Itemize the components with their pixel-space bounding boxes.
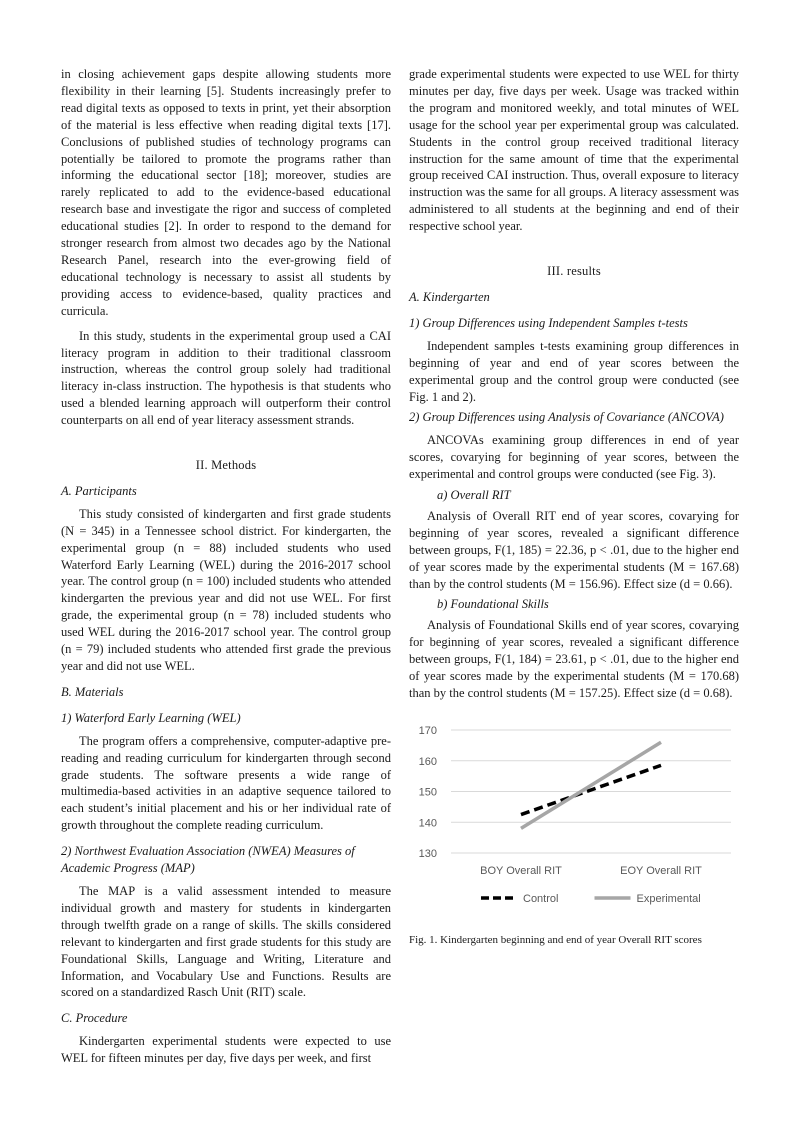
participants-heading: A. Participants	[61, 483, 137, 498]
y-tick-label: 160	[418, 755, 437, 768]
left-column	[61, 66, 391, 1067]
ancova-heading: 2) Group Differences using Analysis of Covariance (ANCOVA)	[409, 410, 724, 425]
ttest-paragraph: Independent samples t-tests examining group differences in beginning of year and end of year scores between the experimental group and the control group were conducted (see Fig. 1 and 2).	[409, 338, 739, 404]
ancova-paragraph: ANCOVAs examining group differences in end of year scores, covarying for beginning of year scores, between the experimental and control groups were conducted (see Fig. 3).	[409, 433, 739, 482]
legend-label: Experimental	[636, 892, 701, 905]
legend-label: Control	[523, 892, 559, 905]
nwea-heading: 2) Northwest Evaluation Association (NWEA) Measures of Academic Progress (MAP)	[61, 844, 355, 876]
kindergarten-heading: A. Kindergarten	[409, 289, 490, 304]
series-line-control	[521, 765, 661, 814]
procedure-paragraph: Kindergarten experimental students were expected to use WEL for fifteen minutes per day, five days per week, and first	[61, 1034, 391, 1066]
rit-line-chart	[409, 720, 739, 920]
foundational-heading: b) Foundational Skills	[437, 597, 549, 612]
y-tick-label: 170	[418, 724, 437, 737]
overall-rit-heading: a) Overall RIT	[437, 488, 511, 503]
overall-rit-paragraph: Analysis of Overall RIT end of year scores, covarying for beginning of year scores, revealed a significant difference between groups, F(1, 185) = 22.36, p < .01, due to the higher end of year scores made by the experimental students (M = 167.68) than by the control students (M = 156.96). Effect size (d = 0.66).	[409, 508, 739, 591]
figure-1	[409, 720, 739, 947]
y-tick-label: 140	[418, 817, 437, 830]
foundational-paragraph: Analysis of Foundational Skills end of year scores, covarying for beginning of year scores, revealed a significant difference between groups, F(1, 184) = 23.61, p < .01, due to the higher end of year scores made by the experimental students (M = 170.68) than by the control students (M = 157.25). Effect size (d = 0.68).	[409, 618, 739, 700]
intro-paragraph-1: in closing achievement gaps despite allowing students more flexibility in their learning [5]. Students increasingly prefer to read digital texts as opposed to texts in print, yet their absorption of the material is less effective when reading digital texts [17]. Conclusions of published studies of technology programs can potentially be tailored to promote the programs rather than informing the educational sector [18]; moreover, studies are rarely replicated to add to the evidence-based educational research base and investigate the rigor and success of completed educational studies [2]. In order to respond to the demand for stronger research from almost two decades ago by the National Research Panel, research into the ever-growing field of educational technology is necessary to assist all students by providing access to evidence-based, quality practices and curricula.	[61, 67, 391, 318]
wel-heading: 1) Waterford Early Learning (WEL)	[61, 710, 241, 725]
materials-heading: B. Materials	[61, 684, 124, 699]
series-line-experimental	[521, 742, 661, 828]
ttest-heading: 1) Group Differences using Independent Samples t-tests	[409, 315, 688, 330]
y-tick-label: 150	[418, 786, 437, 799]
figure-caption: Fig. 1. Kindergarten beginning and end of year Overall RIT scores	[409, 933, 702, 946]
right-column	[409, 66, 739, 947]
methods-heading: II. Methods	[195, 458, 257, 473]
nwea-paragraph: The MAP is a valid assessment intended to measure individual growth and mastery for students in kindergarten through twelfth grade on a range of skills. The skills considered relevant to kindergarten and first grade students for this study are Foundational Skills, Language and Writing, Literature and Information, and Vocabulary Use and Functions. Results are scored on a standardized Rasch Unit (RIT) scale.	[61, 883, 391, 1000]
procedure-continued: grade experimental students were expected to use WEL for thirty minutes per day, five days per week. Usage was tracked within the program and monitored weekly, and total minutes of WEL usage for the school year per experimental group was calculated. Students in the control group received traditional literacy instruction for the same amount of time that the experimental group received CAI instruction. Thus, overall exposure to literacy instruction was the same for all groups. A literacy assessment was administered to all students at the beginning and end of their respective school year.	[409, 67, 739, 234]
wel-paragraph: The program offers a comprehensive, computer-adaptive pre-reading and reading curriculum for kindergarten through second grade students. The software presents a wide range of multimedia-based activities in an adaptive sequence tailored to each student’s initial placement and his or her individual rate of growth throughout the complete reading curriculum.	[61, 733, 391, 833]
x-tick-label: BOY Overall RIT	[480, 864, 562, 877]
results-heading: III. results	[547, 264, 601, 279]
y-tick-label: 130	[418, 847, 437, 860]
participants-paragraph: This study consisted of kindergarten and first grade students (N = 345) in a Tennessee school district. For kindergarten, the experimental group (n = 88) included students who used Waterford Early Learning (WEL) during the 2016-2017 school year. The control group (n = 100) included students who attended kindergarten the previous year and did not use WEL. For first grade, the experimental group (n = 78) included students who used WEL during the 2016-2017 school year. The control group (n = 79) included students who attended first grade the previous year and did not use WEL.	[61, 506, 391, 673]
x-tick-label: EOY Overall RIT	[620, 864, 702, 877]
procedure-heading: C. Procedure	[61, 1011, 128, 1026]
intro-paragraph-2: In this study, students in the experimental group used a CAI literacy program in addition to their traditional classroom instruction, whereas the control group solely had traditional literacy in-class instruction. The hypothesis is that students who used a blended learning approach will outperform their control counterparts on all end of year literacy assessment strands.	[61, 328, 391, 428]
